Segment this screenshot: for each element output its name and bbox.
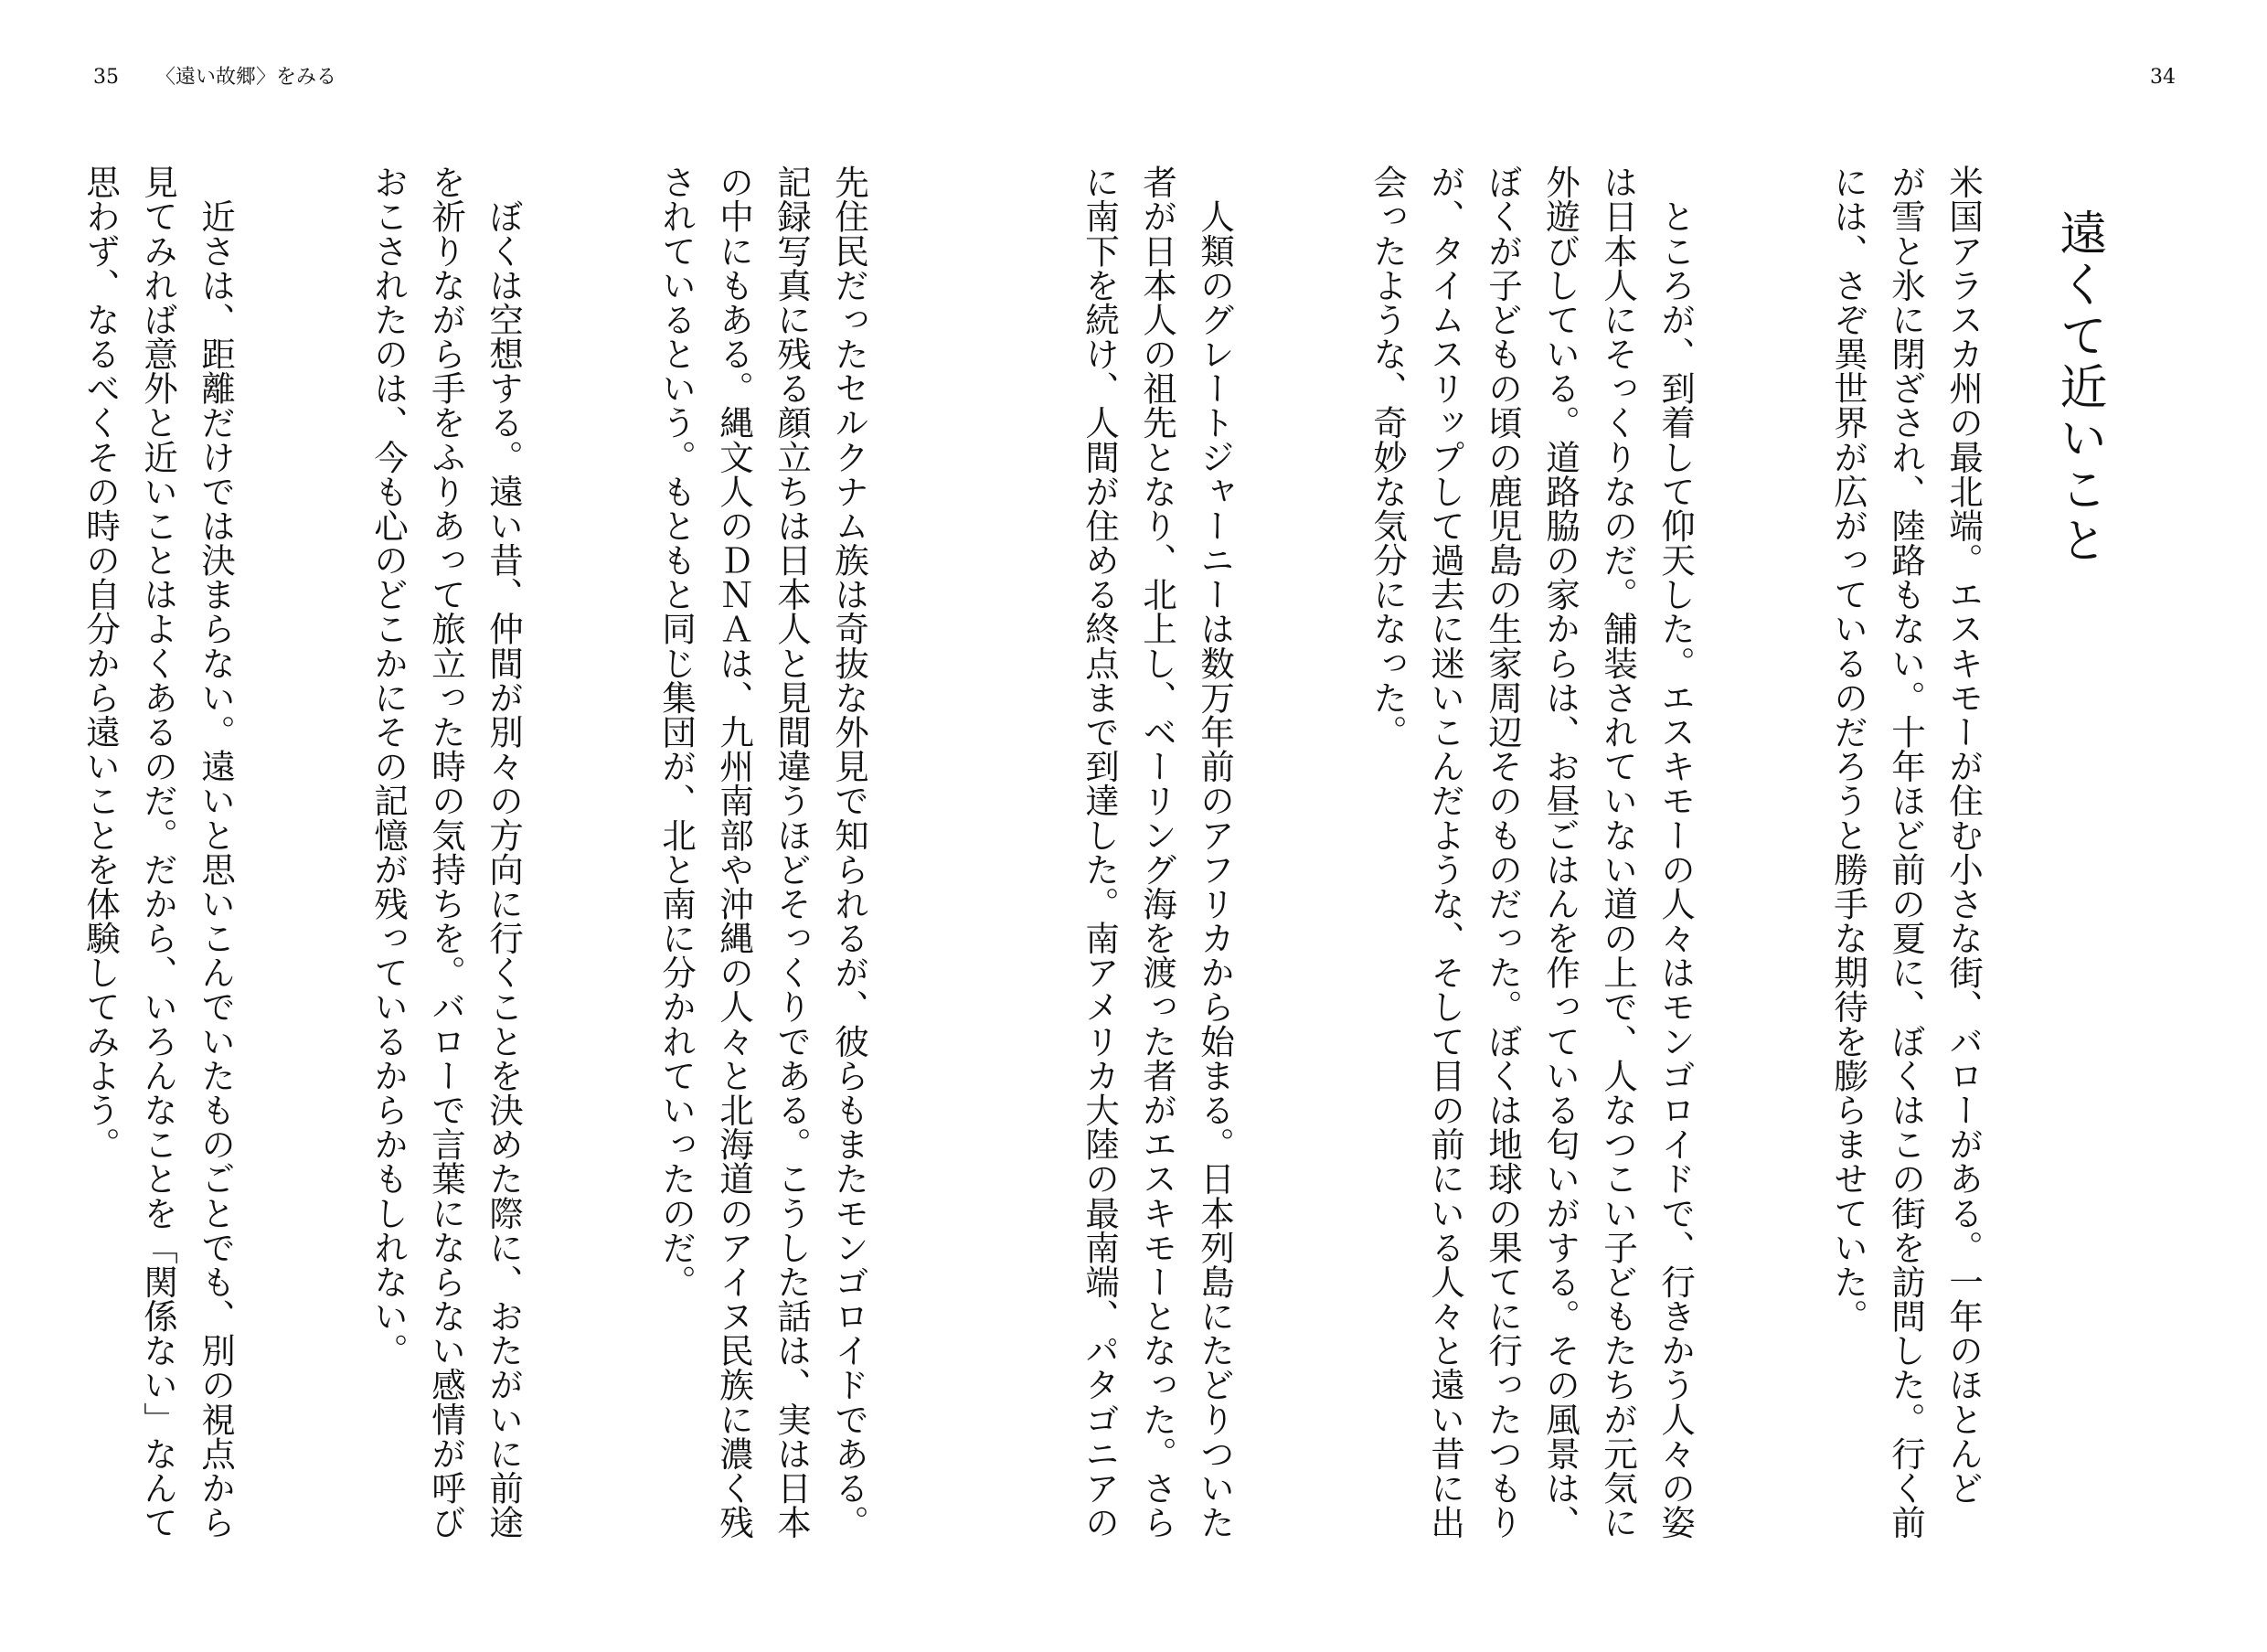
body-paragraph: ところが、到着して仰天した。エスキモーの人々はモンゴロイドで、行きかう人々の姿 は日本人にそっくりなのだ。舗装されていない道の上で、人なつこい子どもたちが元気に 外遊びしている。道路脇の家からは、お昼ごはんを作っている匂いがする。その風景は、 ぼくが子どもの頃の鹿児島の生家周辺そのものだった。ぼくは地球の果てに行ったつもり が、タイムスリップして過去に迷いこんだような、そして目の前にいる人々と遠い昔に出 会ったような、奇妙な気分になった。 bbox=[1368, 165, 1696, 1540]
body-paragraph: 近さは、距離だけでは決まらない。遠いと思いこんでいたものごとでも、別の視点から 見てみれば意外と近いことはよくあるのだ。だから、いろんなことを「関係ない」なんて 思わず、なるべくその時の自分から遠いことを体験してみよう。 bbox=[80, 165, 236, 1540]
running-head-left bbox=[93, 64, 336, 91]
running-title: 〈遠い故郷〉をみる bbox=[155, 66, 337, 89]
body-paragraph: 米国アラスカ州の最北端。エスキモーが住む小さな街、バローがある。一年のほとんど が雪と氷に閉ざされ、陸路もない。十年ほど前の夏に、ぼくはこの街を訪問した。行く前 には、さぞ異世界が広がっているのだろうと勝手な期待を膨らませていた。 bbox=[1828, 165, 1984, 1540]
essay-title: 遠くて近いこと bbox=[2051, 208, 2106, 567]
essay-body bbox=[1080, 165, 2165, 1540]
right-page bbox=[1080, 0, 2267, 1652]
essay-body-continued bbox=[80, 165, 993, 1540]
body-paragraph: 先住民だったセルクナム族は奇抜な外見で知られるが、彼らもまたモンゴロイドである。 記録写真に残る顔立ちは日本人と見間違うほどそっくりである。こうした話は、実は日本 の中にもある。縄文人のＤＮＡは、九州南部や沖縄の人々と北海道のアイヌ民族に濃く残 されているという。もともと同じ集団が、北と南に分かれていったのだ。 bbox=[656, 165, 869, 1540]
body-paragraph: ぼくは空想する。遠い昔、仲間が別々の方向に行くことを決めた際に、おたがいに前途 を祈りながら手をふりあって旅立った時の気持ちを。バローで言葉にならない感情が呼び おこされたのは、今も心のどこかにその記憶が残っているからかもしれない。 bbox=[368, 165, 524, 1540]
page-number-right: 34 bbox=[2150, 66, 2176, 89]
running-head-right bbox=[2150, 64, 2176, 91]
page-number-left: 35 bbox=[93, 66, 119, 89]
body-paragraph: 人類のグレートジャーニーは数万年前のアフリカから始まる。日本列島にたどりついた 者が日本人の祖先となり、北上し、ベーリング海を渡った者がエスキモーとなった。さら に南下を続け、人間が住める終点まで到達した。南アメリカ大陸の最南端、パタゴニアの bbox=[1080, 165, 1235, 1540]
